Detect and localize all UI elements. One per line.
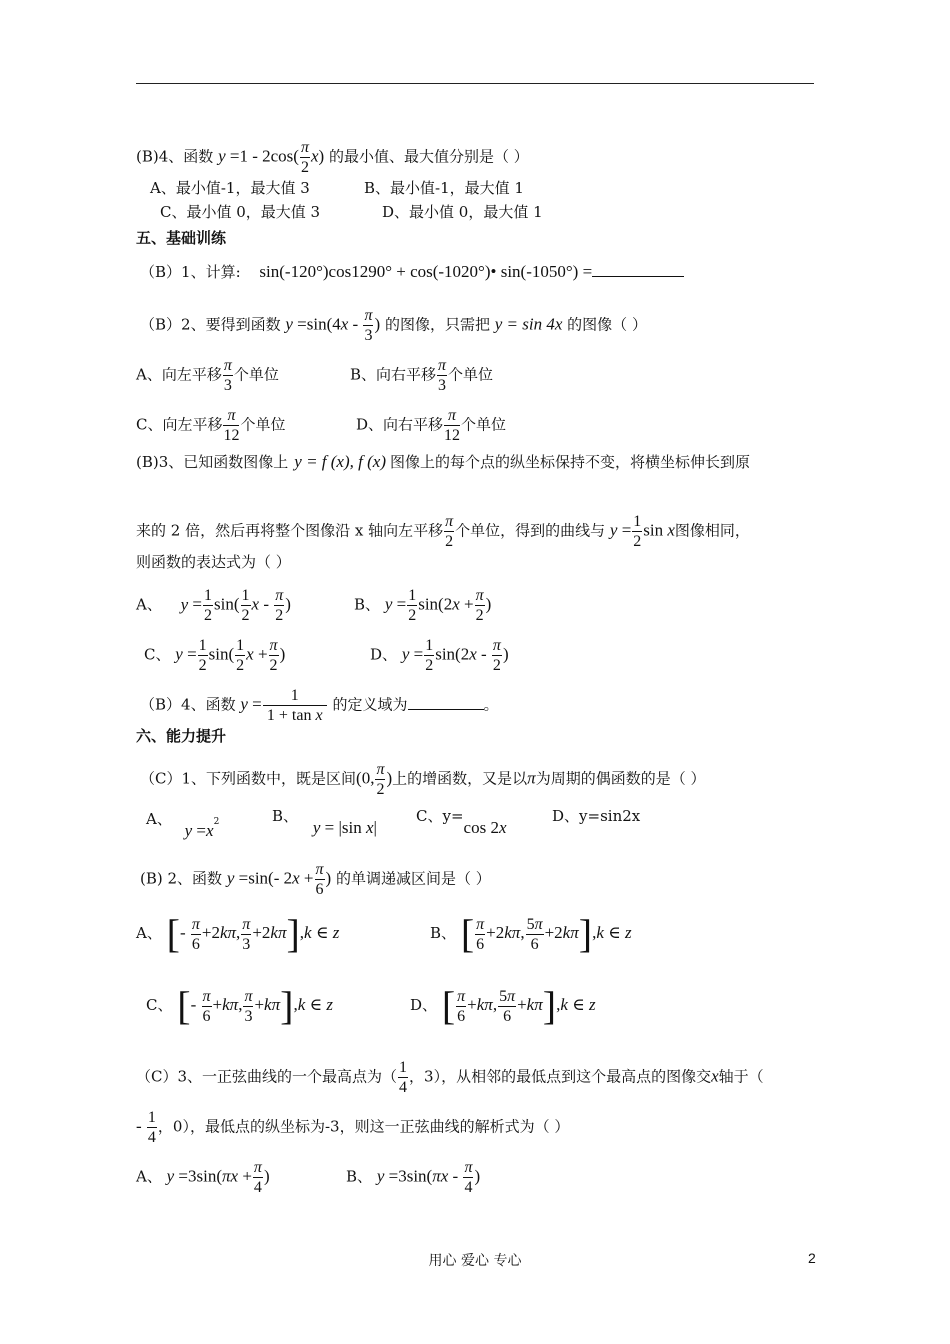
option-b: B、向右平移 $\frac{\pi}{3}$ 个单位 [350,357,494,394]
page-footer: 用心 爱心 专心 [428,1253,522,1269]
option-c: C、最小值 0，最大值 3 [160,203,321,221]
question-text: 的最小值、最大值分别是（ ） [328,147,529,166]
section-6-title: 六、能力提升 [136,727,227,745]
option-b: B、 y = $\frac{1}{2}$ sin(2x + $\frac{\pi}{2}$ ) [354,587,492,624]
option-a: A、 y =3sin(πx + $\frac{\pi}{4}$ ) [136,1159,270,1196]
question-6-3-line1: （C）3、一正弦曲线的一个最高点为（ $\frac{1}{4}$ ，3），从相邻的最低点到这个最高点的图像交x轴于（ [136,1059,764,1096]
option-a: A、 [- $\frac{\pi}{6}$ +2kπ, $\frac{\pi}{3}$ +2kπ],k ∈ z [136,911,340,956]
question-tag: （C）1、下列函数中，既是区间 [140,769,357,788]
header-rule [136,83,814,84]
question-5-3-line3: 则函数的表达式为（ ） [136,553,291,571]
option-c: C、向左平移 $\frac{\pi}{12}$ 个单位 [136,407,286,444]
question-tag: （C）3、一正弦曲线的一个最高点为（ [136,1067,398,1086]
option-c: C、 [- $\frac{\pi}{6}$ +kπ, $\frac{\pi}{3}$ +kπ],k ∈ z [146,983,333,1028]
question-tag: (B) 2、函数 [140,869,223,888]
math-fn: y = f (x), f (x) [294,452,386,471]
math-expression: sin(-120°)cos1290° + cos(-1020°)• sin(-1050°) = [259,262,593,281]
option-c: C、y=cos 2x [416,807,507,837]
option-a: A、 $y =x^2$ [146,810,220,840]
question-tag: （B）4、函数 [140,695,236,714]
option-b: B、 y =3sin(πx - $\frac{\pi}{4}$ ) [346,1159,481,1196]
answer-blank [592,276,684,277]
math-fn: y = sin 4x [494,314,563,334]
option-c: C、 y = $\frac{1}{2}$ sin( $\frac{1}{2}$ x + $\frac{\pi}{2}$ ) [144,637,286,674]
question-5-4: （B）4、函数 y = $\frac{1}{\text{1 + tan x}}$ 的定义域为 。 [140,687,499,724]
page-number: 2 [808,1250,816,1266]
question-6-2: (B) 2、函数 y =sin(- 2x + $\frac{\pi}{6}$ ) 的单调递减区间是（ ） [140,861,491,898]
question-5-3-line1: (B)3、已知函数图像上 y = f (x), f (x) 图像上的每个点的纵坐标保持不变，将横坐标伸长到原 [136,452,750,471]
option-a: A、向左平移 $\frac{\pi}{3}$ 个单位 [136,357,279,394]
question-tag: （B）1、计算: [140,263,241,281]
option-d: D、y=sin2x [552,807,641,825]
option-b: B、 [ $\frac{\pi}{6}$ +2kπ, $\frac{5\pi}{6}$ +2kπ],k ∈ z [430,911,632,956]
question-6-1: （C）1、下列函数中，既是区间(0, $\frac{\pi}{2}$ )上的增函数，又是以π为周期的偶函数的是（ ） [140,761,706,798]
question-5-3-line2: 来的 2 倍，然后再将整个图像沿 x 轴向左平移 $\frac{\pi}{2}$ 个单位，得到的曲线与 y = $\frac{1}{2}$ sin x图像相同， [136,513,750,550]
section-5-title: 五、基础训练 [136,229,227,247]
question-5-2: （B）2、要得到函数 y =sin(4x - $\frac{\pi}{3}$ ) 的图像，只需把 y = sin 4x 的图像（ ） [140,307,647,344]
question-tag: (B)3、已知函数图像上 [136,453,289,471]
question-5-1 [140,262,684,282]
option-d: D、向右平移 $\frac{\pi}{12}$ 个单位 [356,407,507,444]
answer-blank [408,709,484,710]
option-d: D、 [ $\frac{\pi}{6}$ +kπ, $\frac{5\pi}{6}$ +kπ],k ∈ z [410,983,596,1028]
option-d: D、最小值 0，最大值 1 [382,203,543,221]
question-tag: （B）2、要得到函数 [140,315,281,334]
option-a: A、 y = $\frac{1}{2}$ sin( $\frac{1}{2}$ x - $\frac{\pi}{2}$ ) [136,587,291,624]
option-d: D、 y = $\frac{1}{2}$ sin(2x - $\frac{\pi}{2}$ ) [370,637,509,674]
option-a: A、最小值-1，最大值 3 [150,179,310,197]
option-b: B、 y = |sin x| [272,807,377,837]
question-6-3-line2: - $\frac{1}{4}$ ，0），最低点的纵坐标为-3，则这一正弦曲线的解析式为（ ） [136,1109,570,1146]
question-tag: (B)4、函数 [136,147,214,166]
question-b4: (B)4、函数 y =1 - 2cos( $\frac{\pi}{2}$ x) 的最小值、最大值分别是（ ） [136,139,529,176]
option-b: B、最小值-1，最大值 1 [364,179,524,197]
